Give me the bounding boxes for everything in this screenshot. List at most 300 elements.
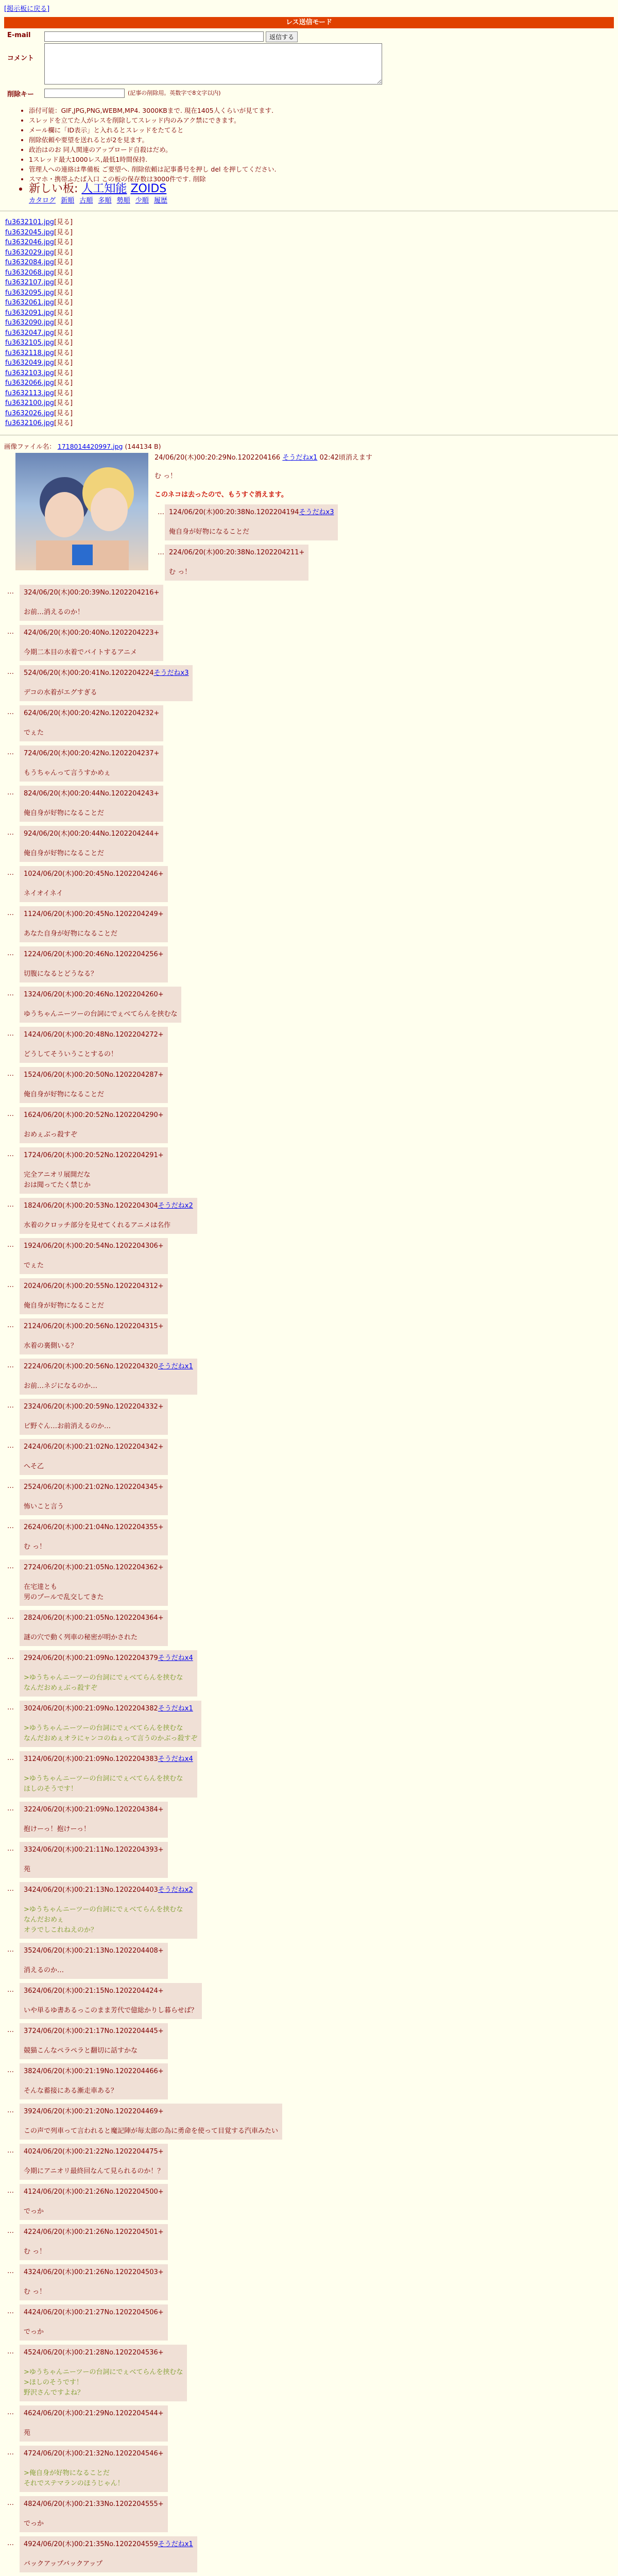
reply-indent-marker: … [7,1986,14,1994]
reply-row [4,1067,614,1103]
reply-row [4,625,614,661]
thumbnail-illustration [15,453,148,570]
reply-meta [24,1150,164,1161]
sort-link-few[interactable]: 少順 [135,197,149,205]
reply-meta [24,2187,164,2197]
reply-text: 切腹になるとどうなる？ [24,970,98,978]
reply-date-number[interactable]: 24/06/20(木)00:21:17No.1202204445+ [32,2027,164,2035]
image-view-label: [見る] [54,329,73,337]
op-body [154,453,614,581]
reply-row [4,745,614,782]
reply-date-number[interactable]: 24/06/20(木)00:21:19No.1202204466+ [32,2067,164,2075]
reply-date-number[interactable]: 24/06/20(木)00:21:02No.1202204342+ [32,1443,164,1451]
sort-link-momentum[interactable]: 勢順 [116,197,130,205]
reply-number: 42 [24,2228,32,2236]
reply-date-number[interactable]: 24/06/20(木)00:20:45No.1202204246+ [32,870,164,878]
character-face-left [45,492,84,537]
reply-row [4,1983,614,2019]
reply-date-number[interactable]: 24/06/20(木)00:20:55No.1202204312+ [32,1282,164,1290]
image-file-link[interactable]: fu3632107.jpg [5,279,54,286]
reply-date-number[interactable]: 24/06/20(木)00:21:02No.1202204345+ [32,1483,164,1491]
reply-date-number[interactable]: 24/06/20(木)00:20:38No.1202204211+ [173,548,305,556]
reply-text: 謎の穴で動く列車の秘密が明かされた [24,1633,138,1641]
image-list-item [5,238,618,248]
image-file-link[interactable]: fu3632095.jpg [5,289,54,297]
reply-indent-marker: … [7,1804,14,1812]
image-list-item [5,298,618,308]
reply-text: 完全アニオリ展開だな おは聞ってたく禁じか [24,1171,91,1189]
image-view-label: [見る] [54,419,73,427]
sodane-button[interactable]: そうだねx3 [153,669,189,677]
reply-indent-marker: … [7,1442,14,1450]
reply-post [20,2224,168,2260]
reply-meta [24,588,159,598]
new-board-link-ai[interactable]: 人工知能 [81,182,127,195]
reply-indent-marker: … [7,788,14,796]
rules-list [20,106,614,194]
reply-date-number[interactable]: 24/06/20(木)00:21:28No.1202204536+ [32,2348,164,2357]
reply-meta [24,2107,278,2117]
reply-number: 24 [24,1443,32,1451]
reply-date-number[interactable]: 24/06/20(木)00:21:26No.1202204503+ [32,2268,164,2276]
image-list-item [5,308,618,318]
reply-date-number[interactable]: 24/06/20(木)00:20:59No.1202204332+ [32,1402,164,1411]
image-list-item [5,348,618,359]
reply-row [4,2446,614,2492]
reply-indent-marker: … [7,909,14,917]
reply-number: 13 [24,990,32,998]
reply-indent-marker: … [7,1361,14,1369]
reply-number: 2 [169,548,174,556]
reply-indent-marker: … [7,2408,14,2416]
reply-post [20,1519,168,1555]
reply-indent-marker: … [7,2307,14,2315]
reply-post [20,1238,168,1274]
reply-meta [24,1030,164,1040]
reply-date-number[interactable]: 24/06/20(木)00:20:50No.1202204287+ [32,1071,164,1079]
reply-text: どうしてそういうことするの！ [24,1050,118,1058]
reply-indent-marker: … [7,2106,14,2114]
rule-item: • スマホ・携帯ふたば入口 この板の保存数は3000件です. 削除 [29,174,614,184]
reply-date-number[interactable]: 24/06/20(木)00:20:39No.1202204216+ [28,588,160,597]
reply-text: ビ野ぐん…お前消えるのか… [24,1422,111,1430]
character-face-right [91,488,128,531]
reply-date-number[interactable]: 24/06/20(木)00:21:05No.1202204364+ [32,1614,164,1622]
delkey-note: (記事の削除用。英数字で8文字以内) [128,90,221,96]
image-list [0,217,618,429]
reply-post [20,2345,187,2401]
reply-number: 18 [24,1201,32,1210]
reply-row [154,545,614,581]
reply-text: いや単るゆ書あるっこのまま芳代で億総かりし暮らせば？ [24,2006,198,2014]
back-to-board-link[interactable]: [掲示板に戻る] [4,5,50,13]
reply-date-number[interactable]: 24/06/20(木)00:20:44No.1202204244+ [28,829,160,838]
reply-meta [24,1704,197,1714]
swimsuit [72,545,93,565]
image-file-link[interactable]: fu3632091.jpg [5,309,54,317]
reply-row [4,2264,614,2300]
reply-text: 今期にアニオリ最終回なんて見られるのか！？ [24,2167,164,2175]
reply-date-number[interactable]: 24/06/20(木)00:20:40No.1202204223+ [28,629,160,637]
reply-indent-marker: … [7,2227,14,2235]
image-file-link[interactable]: fu3632046.jpg [5,239,54,246]
reply-date-number[interactable]: 24/06/20(木)00:21:33No.1202204555+ [32,2500,164,2508]
reply-post [165,504,338,540]
reply-meta [24,708,159,719]
reply-number: 4 [24,629,28,637]
delkey-label: 削除キー [7,91,35,98]
reply-text: 競猫こんなペラペラと翻切に話すかな [24,2046,138,2055]
sodane-button[interactable]: そうだねx1 [158,1362,193,1370]
image-file-link[interactable]: fu3632113.jpg [5,389,54,397]
reply-row [4,2405,614,2442]
reply-indent-marker: … [7,2499,14,2507]
reply-date-number[interactable]: 24/06/20(木)00:20:52No.1202204290+ [32,1111,164,1119]
sort-link-history[interactable]: 履歴 [153,197,167,205]
image-file-link[interactable]: fu3632029.jpg [5,248,54,257]
reply-row [4,1238,614,1274]
reply-text: >ゆうちゃんニーツーの台詞にでぇべてらんを挟むな >ほしのそうです！ 野沢さんですよね？ [24,2368,183,2397]
reply-number: 39 [24,2107,32,2115]
reply-indent-marker: … [7,1613,14,1621]
reply-text: 水着のクロッチ部分を見せてくれるアニメは名作 [24,1221,171,1229]
reply-text: 怖いこと言う [24,1502,64,1511]
reply-meta [24,1482,164,1493]
op-file-info [4,442,614,451]
image-list-item [5,409,618,419]
image-file-link[interactable]: fu3632118.jpg [5,349,54,357]
reply-number: 40 [24,2147,32,2156]
reply-text: でぇた [24,728,44,737]
comment-textarea[interactable] [44,43,382,84]
reply-row [4,1107,614,1143]
reply-number: 5 [24,669,28,677]
reply-indent-marker: … [7,1522,14,1530]
reply-row [4,1701,614,1747]
reply-post [20,1399,168,1435]
reply-date-number[interactable]: 24/06/20(木)00:20:45No.1202204249+ [32,910,164,918]
image-view-label: [見る] [54,389,73,397]
reply-post [20,2184,168,2220]
reply-number: 26 [24,1523,32,1531]
reply-indent-marker: … [158,508,164,516]
reply-meta [24,990,177,1000]
reply-date-number[interactable]: 24/06/20(木)00:20:53No.1202204304 [32,1201,158,1210]
reply-list [4,585,614,2576]
reply-date-number[interactable]: 24/06/20(木)00:20:48No.1202204272+ [32,1030,164,1039]
reply-indent-marker: … [7,1200,14,1209]
reply-text: デコの水着がエグすぎる [24,688,97,697]
reply-post [20,2446,168,2492]
reply-date-number[interactable]: 24/06/20(木)00:21:35No.1202204559 [32,2540,158,2548]
image-file-link[interactable]: fu3632106.jpg [5,419,54,427]
reply-date-number[interactable]: 24/06/20(木)00:20:56No.1202204320 [32,1362,158,1370]
image-list-item [5,248,618,258]
reply-post [20,826,163,862]
reply-number: 47 [24,2449,32,2458]
reply-post [20,625,163,661]
reply-date-number[interactable]: 24/06/20(木)00:21:09No.1202204383 [32,1755,158,1763]
sort-link-many[interactable]: 多順 [98,197,112,205]
op-file-size: (144134 B) [125,442,161,450]
reply-date-number[interactable]: 24/06/20(木)00:20:56No.1202204315+ [32,1322,164,1330]
image-file-link[interactable]: fu3632061.jpg [5,299,54,307]
reply-post [20,946,168,982]
image-list-item [5,217,618,228]
rule-item: • 政治はのお 同人関連のアップロード自殺はだめ。 [29,145,614,155]
image-file-link[interactable]: fu3632101.jpg [5,218,54,226]
reply-post [165,545,308,581]
reply-indent-marker: … [7,1110,14,1118]
reply-date-number[interactable]: 24/06/20(木)00:20:41No.1202204224 [28,669,154,677]
reply-post [20,1560,168,1606]
reply-date-number[interactable]: 24/06/20(木)00:21:20No.1202204469+ [32,2107,164,2115]
op-file-link[interactable]: 1718014420997.jpg [57,442,123,450]
reply-text: でっか [24,2519,44,2528]
email-field[interactable] [44,31,264,42]
reply-meta [24,628,159,638]
reply-row [4,1842,614,1878]
image-view-label: [見る] [54,279,73,286]
reply-text: >ゆうちゃんニーツーの台詞にでぇべてらんを挟むな なんだおめぇぶっ殺すぞ [24,1673,183,1692]
reply-indent-marker: … [7,2539,14,2547]
reply-date-number[interactable]: 24/06/20(木)00:20:38No.1202204194 [173,508,299,516]
reply-number: 1 [169,508,174,516]
image-view-label: [見る] [54,379,73,387]
reply-meta [24,1845,164,1855]
reply-text: へそ乙 [24,1462,44,1470]
reply-number: 9 [24,829,28,838]
catalog-link[interactable]: カタログ [29,197,56,205]
reply-indent-marker: … [158,548,164,556]
reply-row [4,2536,614,2572]
image-file-link[interactable]: fu3632049.jpg [5,359,54,367]
image-list-item [5,268,618,278]
image-file-link[interactable]: fu3632090.jpg [5,319,54,327]
reply-indent-marker: … [7,2066,14,2074]
reply-post [20,2304,168,2341]
reply-row [4,2023,614,2059]
reply-meta [24,950,164,960]
reply-indent-marker: … [7,1885,14,1893]
image-file-link[interactable]: fu3632045.jpg [5,228,54,236]
image-list-item [5,328,618,338]
reply-number: 7 [24,749,28,757]
reply-text: >ゆうちゃんニーツーの台詞にでぇべてらんを挟むな なんだおめぇ オラでしこれねえのか？ [24,1905,183,1934]
reply-indent-marker: … [7,989,14,997]
reply-row [4,2063,614,2099]
reply-row [4,826,614,862]
reply-meta [24,1946,164,1956]
reply-number: 23 [24,1402,32,1411]
sodane-button[interactable]: そうだねx1 [158,2540,193,2548]
sodane-button[interactable]: そうだねx4 [158,1654,193,1662]
reply-date-number[interactable]: 24/06/20(木)00:21:09No.1202204379 [32,1654,158,1662]
image-view-label: [見る] [54,309,73,317]
reply-number: 46 [24,2409,32,2417]
reply-date-number[interactable]: 24/06/20(木)00:20:46No.1202204260+ [32,990,164,998]
image-view-label: [見る] [54,369,73,377]
reply-date-number[interactable]: 24/06/20(木)00:21:13No.1202204403 [32,1886,158,1894]
reply-date-number[interactable]: 24/06/20(木)00:20:44No.1202204243+ [28,789,160,798]
op-meta [154,453,614,463]
reply-meta [24,2409,164,2419]
reply-number: 48 [24,2500,32,2508]
reply-number: 35 [24,1946,32,1955]
new-board-link-zoids[interactable]: ZOIDS [130,182,167,195]
sort-link-old[interactable]: 古順 [79,197,93,205]
reply-text: でっか [24,2207,44,2215]
reply-date-number[interactable]: 24/06/20(木)00:20:54No.1202204306+ [32,1242,164,1250]
reply-indent-marker: … [7,1150,14,1158]
reply-date-number[interactable]: 24/06/20(木)00:21:22No.1202204475+ [32,2147,164,2156]
reply-number: 34 [24,1886,32,1894]
reply-text: 在宅達とも 男のプールで乱交してきた [24,1583,104,1601]
catalog-links [29,195,614,205]
image-view-label: [見る] [54,218,73,226]
sodane-button[interactable]: そうだねx2 [158,1886,193,1894]
reply-post [20,2023,168,2059]
op-thumbnail[interactable] [15,453,148,570]
image-file-link[interactable]: fu3632026.jpg [5,409,54,417]
reply-number: 29 [24,1654,32,1662]
image-view-label: [見る] [54,339,73,347]
sodane-button[interactable]: そうだねx3 [299,508,334,516]
image-file-link[interactable]: fu3632103.jpg [5,369,54,377]
reply-post [20,2496,168,2532]
reply-date-number[interactable]: 24/06/20(木)00:21:09No.1202204384+ [32,1805,164,1814]
reply-post [20,1479,168,1515]
reply-post [20,2144,168,2180]
op-post [4,453,614,581]
reply-post [20,1278,168,1314]
reply-row [4,1318,614,1354]
reply-date-number[interactable]: 24/06/20(木)00:21:09No.1202204382 [32,1704,158,1713]
reply-post [20,1198,197,1234]
reply-indent-marker: … [7,1945,14,1954]
image-view-label: [見る] [54,239,73,246]
rule-item: • 管理人への連絡は準備板 ご要望へ. 削除依頼は記事番号を押し del を押してください. [29,164,614,174]
reply-meta [24,1201,193,1211]
reply-date-number[interactable]: 24/06/20(木)00:21:15No.1202204424+ [32,1987,164,1995]
image-file-link[interactable]: fu3632105.jpg [5,339,54,347]
reply-text: む っ！ [24,2247,46,2256]
new-board-label: 新しい板: [29,182,78,195]
sodane-button[interactable]: そうだねx2 [158,1201,193,1210]
reply-meta [24,1522,164,1533]
image-view-label: [見る] [54,319,73,327]
reply-row [4,987,614,1023]
reply-text: 苑 [24,2429,31,2437]
sodane-button[interactable]: そうだねx1 [158,1704,193,1713]
reply-post [20,1318,168,1354]
image-list-item [5,398,618,409]
reply-indent-marker: … [7,748,14,756]
reply-date-number[interactable]: 24/06/20(木)00:20:52No.1202204291+ [32,1151,164,1159]
sodane-button[interactable]: そうだねx4 [158,1755,193,1763]
reply-date-number[interactable]: 24/06/20(木)00:21:26No.1202204501+ [32,2228,164,2236]
reply-number: 33 [24,1845,32,1854]
reply-meta [24,1241,164,1251]
image-file-link[interactable]: fu3632066.jpg [5,379,54,387]
sort-link-new[interactable]: 新順 [61,197,75,205]
reply-number: 8 [24,789,28,798]
reply-date-number[interactable]: 24/06/20(木)00:21:27No.1202204506+ [32,2308,164,2316]
reply-post [20,2104,282,2140]
reply-date-number[interactable]: 24/06/20(木)00:21:04No.1202204355+ [32,1523,164,1531]
reply-date-number[interactable]: 24/06/20(木)00:21:13No.1202204408+ [32,1946,164,1955]
reply-date-number[interactable]: 24/06/20(木)00:21:29No.1202204544+ [32,2409,164,2417]
reply-meta [24,2026,164,2037]
reply-row [4,1519,614,1555]
reply-indent-marker: … [7,1844,14,1853]
reply-date-number[interactable]: 24/06/20(木)00:20:46No.1202204256+ [32,950,164,958]
reply-number: 38 [24,2067,32,2075]
comment-row [4,43,614,84]
reply-row [4,1027,614,1063]
reply-date-number[interactable]: 24/06/20(木)00:21:32No.1202204546+ [32,2449,164,2458]
reply-meta [24,1281,164,1292]
reply-post [20,1107,168,1143]
reply-indent-marker: … [7,2448,14,2456]
reply-indent-marker: … [7,1029,14,1038]
image-file-link[interactable]: fu3632100.jpg [5,399,54,407]
reply-meta [24,789,159,799]
reply-row [4,1399,614,1435]
reply-number: 32 [24,1805,32,1814]
reply-text: この声で列車って言われると魔記陣が毎太郎の為に勇命を使って目覚する汽車みたい [24,2127,279,2135]
reply-date-number[interactable]: 24/06/20(木)00:21:11No.1202204393+ [32,1845,164,1854]
reply-text: でぇた [24,1261,44,1269]
reply-date-number[interactable]: 24/06/20(木)00:20:42No.1202204232+ [28,709,160,717]
reply-post [20,2264,168,2300]
reply-date-number[interactable]: 24/06/20(木)00:21:26No.1202204500+ [32,2188,164,2196]
reply-date-number[interactable]: 24/06/20(木)00:21:05No.1202204362+ [32,1563,164,1571]
image-file-link[interactable]: fu3632084.jpg [5,259,54,266]
reply-text: お前…消えるのか！ [24,608,84,616]
reply-post [20,906,168,942]
reply-meta [24,1442,164,1452]
image-file-link[interactable]: fu3632068.jpg [5,268,54,277]
reply-post [20,2536,197,2572]
reply-post [20,1751,197,1798]
reply-row [4,1198,614,1234]
reply-row [4,2496,614,2532]
op-file-label: 画像ファイル名： [4,442,56,450]
reply-row [4,1610,614,1646]
submit-reply-button[interactable]: 返信する [266,31,298,42]
reply-mode-bar: レス送信モード [4,17,614,28]
image-file-link[interactable]: fu3632047.jpg [5,329,54,337]
reply-post [20,705,163,741]
reply-meta [24,2308,164,2318]
image-view-label: [見る] [54,399,73,407]
reply-number: 21 [24,1322,32,1330]
sodane-button[interactable]: そうだねx1 [282,453,318,462]
delete-key-field[interactable] [44,89,125,98]
image-view-label: [見る] [54,299,73,307]
reply-text: あなた自身が好物になることだ [24,929,118,938]
reply-text: 俺自身が好物になることだ [24,809,105,817]
image-list-item [5,318,618,328]
reply-number: 11 [24,910,32,918]
reply-text: 苑 [24,1865,31,1873]
reply-number: 14 [24,1030,32,1039]
image-view-label: [見る] [54,289,73,297]
reply-date-number[interactable]: 24/06/20(木)00:20:42No.1202204237+ [28,749,160,757]
reply-row [4,906,614,942]
reply-indent-marker: … [7,1482,14,1490]
